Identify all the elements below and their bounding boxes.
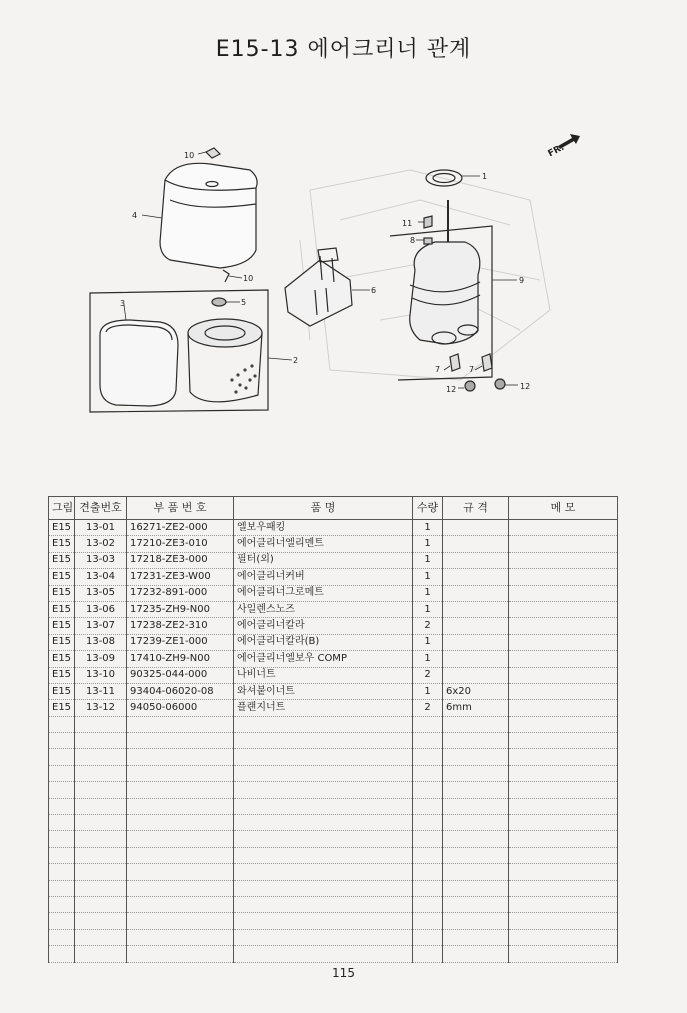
cell-memo xyxy=(509,520,618,536)
empty-table-row xyxy=(49,929,618,945)
cell-qty: 1 xyxy=(413,601,443,617)
empty-cell xyxy=(443,831,509,847)
empty-table-row xyxy=(49,733,618,749)
empty-cell xyxy=(413,913,443,929)
empty-table-row xyxy=(49,847,618,863)
empty-cell xyxy=(75,880,127,896)
empty-cell xyxy=(413,896,443,912)
empty-cell xyxy=(443,946,509,962)
page-title: E15-13 에어크리너 관계 xyxy=(215,37,472,62)
cell-name: 에어클리너칼라 xyxy=(234,618,413,634)
empty-cell xyxy=(413,716,443,732)
table-row xyxy=(49,536,618,552)
empty-cell xyxy=(127,831,234,847)
cell-memo xyxy=(509,569,618,585)
element-part xyxy=(188,319,262,402)
cell-ref: 13-11 xyxy=(75,683,127,699)
cell-spec xyxy=(443,520,509,536)
table-row xyxy=(49,667,618,683)
cell-memo xyxy=(509,634,618,650)
empty-cell xyxy=(443,749,509,765)
cell-name: 플랜지너트 xyxy=(234,700,413,716)
callout-7: 7 xyxy=(435,365,441,374)
empty-cell xyxy=(127,815,234,831)
cell-memo xyxy=(509,601,618,617)
cell-part-no: 17231-ZE3-W00 xyxy=(127,569,234,585)
empty-cell xyxy=(234,798,413,814)
header-part-no: 부 품 번 호 xyxy=(127,497,234,520)
cell-fig: E15 xyxy=(49,634,75,650)
empty-cell xyxy=(234,880,413,896)
empty-cell xyxy=(49,815,75,831)
cell-ref: 13-08 xyxy=(75,634,127,650)
empty-cell xyxy=(127,765,234,781)
empty-cell xyxy=(413,782,443,798)
empty-cell xyxy=(49,749,75,765)
empty-cell xyxy=(75,913,127,929)
empty-cell xyxy=(127,749,234,765)
empty-cell xyxy=(75,896,127,912)
empty-cell xyxy=(443,798,509,814)
empty-cell xyxy=(75,716,127,732)
empty-cell xyxy=(234,896,413,912)
empty-table-row xyxy=(49,765,618,781)
outer-filter-part xyxy=(100,320,178,406)
cell-qty: 1 xyxy=(413,634,443,650)
cell-name: 에어클리너그로메트 xyxy=(234,585,413,601)
empty-cell xyxy=(75,749,127,765)
cell-name: 에어클리너칼라(B) xyxy=(234,634,413,650)
cell-qty: 1 xyxy=(413,651,443,667)
empty-cell xyxy=(234,815,413,831)
empty-cell xyxy=(49,847,75,863)
empty-cell xyxy=(75,782,127,798)
empty-table-row xyxy=(49,749,618,765)
empty-cell xyxy=(127,782,234,798)
empty-cell xyxy=(443,815,509,831)
empty-cell xyxy=(49,798,75,814)
cell-part-no: 17235-ZH9-N00 xyxy=(127,601,234,617)
cell-qty: 2 xyxy=(413,700,443,716)
empty-table-row xyxy=(49,716,618,732)
empty-cell xyxy=(75,847,127,863)
empty-cell xyxy=(75,798,127,814)
empty-cell xyxy=(509,815,618,831)
silencer-nozzle-part xyxy=(285,248,352,326)
cell-part-no: 94050-06000 xyxy=(127,700,234,716)
empty-cell xyxy=(127,798,234,814)
callout-12: 12 xyxy=(446,385,457,394)
empty-cell xyxy=(234,749,413,765)
cell-qty: 1 xyxy=(413,585,443,601)
cell-qty: 1 xyxy=(413,536,443,552)
empty-cell xyxy=(509,880,618,896)
empty-cell xyxy=(234,782,413,798)
direction-label: FR. xyxy=(546,142,567,160)
callout-2: 2 xyxy=(293,356,299,365)
cell-memo xyxy=(509,618,618,634)
empty-cell xyxy=(234,929,413,945)
cell-name: 에어클리너엘리멘트 xyxy=(234,536,413,552)
cell-spec xyxy=(443,601,509,617)
cell-qty: 1 xyxy=(413,520,443,536)
exploded-parts-diagram xyxy=(80,130,600,420)
parts-table-body xyxy=(49,520,618,963)
table-row xyxy=(49,618,618,634)
empty-cell xyxy=(443,782,509,798)
table-row xyxy=(49,585,618,601)
table-header-row xyxy=(49,497,618,520)
empty-cell xyxy=(75,831,127,847)
empty-cell xyxy=(234,831,413,847)
cell-ref: 13-12 xyxy=(75,700,127,716)
empty-cell xyxy=(443,864,509,880)
cell-part-no: 17218-ZE3-000 xyxy=(127,552,234,568)
empty-cell xyxy=(127,716,234,732)
callout-3: 3 xyxy=(120,299,126,308)
cell-ref: 13-03 xyxy=(75,552,127,568)
cell-part-no: 17410-ZH9-N00 xyxy=(127,651,234,667)
cell-ref: 13-02 xyxy=(75,536,127,552)
cell-part-no: 90325-044-000 xyxy=(127,667,234,683)
cell-name: 필터(외) xyxy=(234,552,413,568)
cell-fig: E15 xyxy=(49,683,75,699)
empty-cell xyxy=(127,880,234,896)
cell-memo xyxy=(509,700,618,716)
table-row xyxy=(49,634,618,650)
cell-qty: 1 xyxy=(413,683,443,699)
cell-fig: E15 xyxy=(49,651,75,667)
empty-cell xyxy=(234,847,413,863)
empty-cell xyxy=(413,864,443,880)
cell-fig: E15 xyxy=(49,700,75,716)
cell-memo xyxy=(509,585,618,601)
empty-cell xyxy=(509,716,618,732)
cell-name: 엘보우패킹 xyxy=(234,520,413,536)
elbow-assembly-part xyxy=(410,170,480,344)
empty-cell xyxy=(49,782,75,798)
empty-cell xyxy=(127,913,234,929)
cell-spec xyxy=(443,552,509,568)
table-row xyxy=(49,569,618,585)
empty-cell xyxy=(509,946,618,962)
cell-name: 나비너트 xyxy=(234,667,413,683)
empty-cell xyxy=(509,913,618,929)
cell-spec xyxy=(443,618,509,634)
empty-cell xyxy=(49,765,75,781)
cell-fig: E15 xyxy=(49,585,75,601)
empty-cell xyxy=(75,864,127,880)
cell-memo xyxy=(509,651,618,667)
empty-table-row xyxy=(49,946,618,962)
callout-6: 6 xyxy=(371,286,377,295)
empty-cell xyxy=(234,913,413,929)
callout-10: 10 xyxy=(184,151,195,160)
table-row xyxy=(49,683,618,699)
empty-table-row xyxy=(49,864,618,880)
empty-cell xyxy=(127,946,234,962)
empty-cell xyxy=(413,831,443,847)
cell-ref: 13-04 xyxy=(75,569,127,585)
empty-cell xyxy=(413,880,443,896)
empty-cell xyxy=(443,765,509,781)
empty-cell xyxy=(509,765,618,781)
empty-cell xyxy=(443,929,509,945)
cell-spec: 6x20 xyxy=(443,683,509,699)
empty-cell xyxy=(127,896,234,912)
cell-fig: E15 xyxy=(49,667,75,683)
header-name: 품 명 xyxy=(234,497,413,520)
empty-cell xyxy=(234,716,413,732)
empty-cell xyxy=(127,847,234,863)
header-ref: 견출번호 xyxy=(75,497,127,520)
empty-cell xyxy=(49,831,75,847)
empty-cell xyxy=(75,765,127,781)
empty-table-row xyxy=(49,896,618,912)
callout-10b: 10 xyxy=(243,274,254,283)
empty-cell xyxy=(234,733,413,749)
empty-cell xyxy=(413,929,443,945)
callout-4: 4 xyxy=(132,211,138,220)
empty-cell xyxy=(75,946,127,962)
callout-9: 9 xyxy=(519,276,525,285)
cell-memo xyxy=(509,667,618,683)
empty-cell xyxy=(413,798,443,814)
empty-cell xyxy=(443,896,509,912)
empty-cell xyxy=(443,847,509,863)
empty-cell xyxy=(509,782,618,798)
empty-cell xyxy=(413,749,443,765)
cell-fig: E15 xyxy=(49,618,75,634)
cell-ref: 13-06 xyxy=(75,601,127,617)
cell-memo xyxy=(509,552,618,568)
empty-table-row xyxy=(49,880,618,896)
empty-table-row xyxy=(49,798,618,814)
empty-cell xyxy=(49,864,75,880)
cell-part-no: 93404-06020-08 xyxy=(127,683,234,699)
empty-cell xyxy=(413,815,443,831)
cell-memo xyxy=(509,536,618,552)
callout-7b: 7 xyxy=(469,365,475,374)
header-fig: 그림 xyxy=(49,497,75,520)
cell-fig: E15 xyxy=(49,552,75,568)
empty-cell xyxy=(127,864,234,880)
cell-part-no: 17239-ZE1-000 xyxy=(127,634,234,650)
empty-cell xyxy=(127,929,234,945)
callout-5: 5 xyxy=(241,298,247,307)
empty-cell xyxy=(49,913,75,929)
cell-name: 사일렌스노즈 xyxy=(234,601,413,617)
cell-name: 에어클리너커버 xyxy=(234,569,413,585)
empty-cell xyxy=(75,815,127,831)
cell-name: 에어클리너엘보우 COMP xyxy=(234,651,413,667)
empty-cell xyxy=(413,765,443,781)
empty-cell xyxy=(234,864,413,880)
empty-cell xyxy=(49,880,75,896)
callout-11: 11 xyxy=(402,219,413,228)
empty-cell xyxy=(509,847,618,863)
empty-cell xyxy=(443,880,509,896)
cell-fig: E15 xyxy=(49,536,75,552)
cell-fig: E15 xyxy=(49,569,75,585)
empty-cell xyxy=(509,749,618,765)
cell-spec xyxy=(443,569,509,585)
empty-cell xyxy=(49,896,75,912)
cell-spec xyxy=(443,585,509,601)
empty-table-row xyxy=(49,815,618,831)
empty-cell xyxy=(49,733,75,749)
callout-1: 1 xyxy=(482,172,488,181)
empty-table-row xyxy=(49,782,618,798)
table-row xyxy=(49,520,618,536)
cell-part-no: 17238-ZE2-310 xyxy=(127,618,234,634)
cell-ref: 13-09 xyxy=(75,651,127,667)
header-memo: 메 모 xyxy=(509,497,618,520)
cell-part-no: 16271-ZE2-000 xyxy=(127,520,234,536)
cell-ref: 13-01 xyxy=(75,520,127,536)
cell-ref: 13-10 xyxy=(75,667,127,683)
cell-spec: 6mm xyxy=(443,700,509,716)
empty-cell xyxy=(49,929,75,945)
cell-part-no: 17210-ZE3-010 xyxy=(127,536,234,552)
empty-cell xyxy=(443,913,509,929)
page-number: 115 xyxy=(332,966,355,980)
empty-cell xyxy=(509,896,618,912)
empty-cell xyxy=(413,946,443,962)
empty-cell xyxy=(234,765,413,781)
parts-table xyxy=(48,496,618,963)
header-spec: 규 격 xyxy=(443,497,509,520)
cell-spec xyxy=(443,634,509,650)
cell-qty: 1 xyxy=(413,552,443,568)
empty-table-row xyxy=(49,831,618,847)
cell-spec xyxy=(443,667,509,683)
cell-qty: 2 xyxy=(413,667,443,683)
empty-cell xyxy=(443,716,509,732)
callout-8: 8 xyxy=(410,236,416,245)
table-row xyxy=(49,552,618,568)
empty-table-row xyxy=(49,913,618,929)
table-row xyxy=(49,651,618,667)
cell-qty: 1 xyxy=(413,569,443,585)
empty-cell xyxy=(509,831,618,847)
cover-part xyxy=(160,163,257,268)
cell-spec xyxy=(443,536,509,552)
empty-cell xyxy=(443,733,509,749)
empty-cell xyxy=(509,798,618,814)
cell-ref: 13-05 xyxy=(75,585,127,601)
empty-cell xyxy=(509,733,618,749)
cell-fig: E15 xyxy=(49,601,75,617)
cell-ref: 13-07 xyxy=(75,618,127,634)
empty-cell xyxy=(509,864,618,880)
empty-cell xyxy=(75,733,127,749)
cell-part-no: 17232-891-000 xyxy=(127,585,234,601)
cell-memo xyxy=(509,683,618,699)
empty-cell xyxy=(509,929,618,945)
cell-spec xyxy=(443,651,509,667)
empty-cell xyxy=(49,716,75,732)
table-row xyxy=(49,601,618,617)
table-row xyxy=(49,700,618,716)
empty-cell xyxy=(127,733,234,749)
cell-qty: 2 xyxy=(413,618,443,634)
empty-cell xyxy=(75,929,127,945)
cell-fig: E15 xyxy=(49,520,75,536)
empty-cell xyxy=(413,847,443,863)
empty-cell xyxy=(413,733,443,749)
empty-cell xyxy=(49,946,75,962)
cell-name: 와셔붙이너트 xyxy=(234,683,413,699)
callout-12b: 12 xyxy=(520,382,531,391)
empty-cell xyxy=(234,946,413,962)
header-qty: 수량 xyxy=(413,497,443,520)
